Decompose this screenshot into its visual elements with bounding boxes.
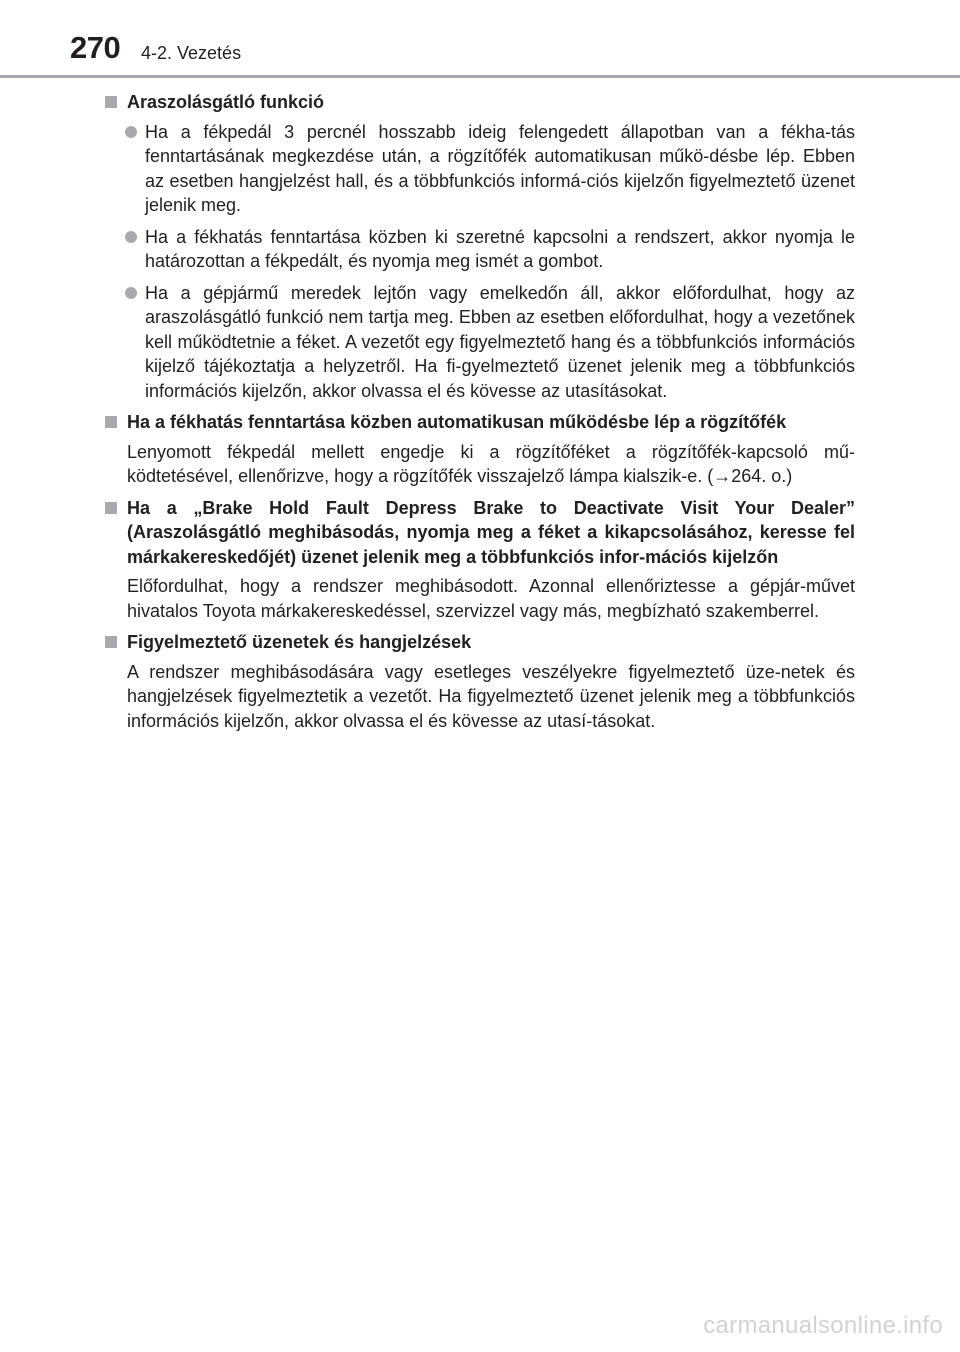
watermark: carmanualsonline.info xyxy=(703,1312,943,1339)
section-warning-messages xyxy=(105,630,855,733)
circle-bullet-icon xyxy=(125,126,137,138)
square-bullet-icon xyxy=(105,636,117,648)
list-item: Ha a gépjármű meredek lejtőn vagy emelkedőn áll, akkor előfordulhat, hogy az araszolásgátló funkció nem tartja meg. Ebben az esetben előfordulhat, hogy a vezetőnek kell működtetnie a féket. A vezetőt egy figyelmeztető hang és a többfunkciós információs kijelző tájékoztatja a helyzetről. Ha fi-gyelmeztető üzenet jelenik meg a többfunkciós információs kijelzőn, akkor olvassa el és kövesse az utasításokat. xyxy=(105,281,855,404)
circle-bullet-icon xyxy=(125,287,137,299)
section-heading: Figyelmeztető üzenetek és hangjelzések xyxy=(105,630,855,655)
page-header xyxy=(0,0,960,80)
square-bullet-icon xyxy=(105,96,117,108)
page-number: 270 xyxy=(70,30,121,65)
square-bullet-icon xyxy=(105,502,117,514)
section-heading: Araszolásgátló funkció xyxy=(105,90,855,115)
square-bullet-icon xyxy=(105,416,117,428)
section-brake-hold-fault xyxy=(105,496,855,624)
section-text: Lenyomott fékpedál mellett engedje ki a rögzítőféket a rögzítőfék-kapcsoló mű-ködtetésével, ellenőrizve, hogy a rögzítőfék visszajelző lámpa kialszik-e. (→264. o.) xyxy=(127,441,855,486)
section-text: Előfordulhat, hogy a rendszer meghibásodott. Azonnal ellenőriztesse a gépjár-művet hivatalos Toyota márkakereskedéssel, szervizzel vagy más, megbízható szakemberrel. xyxy=(127,576,855,621)
circle-bullet-icon xyxy=(125,231,137,243)
page-content xyxy=(105,90,855,740)
section-heading: Ha a „Brake Hold Fault Depress Brake to Deactivate Visit Your Dealer” (Araszolásgátló meghibásodás, nyomja meg a féket a kikapcsolásához, keresse fel márkakereskedőjét) üzenet jelenik meg a többfunkciós infor-mációs kijelzőn xyxy=(105,496,855,570)
header-divider xyxy=(0,75,960,78)
section-text: A rendszer meghibásodására vagy esetleges veszélyekre figyelmeztető üze-netek és hangjelzések figyelmeztetik a vezetőt. Ha figyelmeztető üzenet jelenik meg a többfunkciós információs kijelzőn, akkor olvassa el és kövesse az utasí-tásokat. xyxy=(127,661,855,731)
list-item: Ha a fékhatás fenntartása közben ki szeretné kapcsolni a rendszert, akkor nyomja le határozottan a fékpedált, és nyomja meg ismét a gombot. xyxy=(105,225,855,274)
section-creep-prevention xyxy=(105,90,855,403)
section-heading: Ha a fékhatás fenntartása közben automatikusan működésbe lép a rögzítőfék xyxy=(105,410,855,435)
list-item: Ha a fékpedál 3 percnél hosszabb ideig felengedett állapotban van a fékha-tás fenntartásának megkezdése után, a rögzítőfék automatikusan műkö-désbe lép. Ebben az esetben hangjelzést hall, és a többfunkciós informá-ciós kijelzőn figyelmeztető üzenet jelenik meg. xyxy=(105,120,855,218)
section-parking-brake-engages xyxy=(105,410,855,489)
chapter-title: 4-2. Vezetés xyxy=(141,43,242,63)
